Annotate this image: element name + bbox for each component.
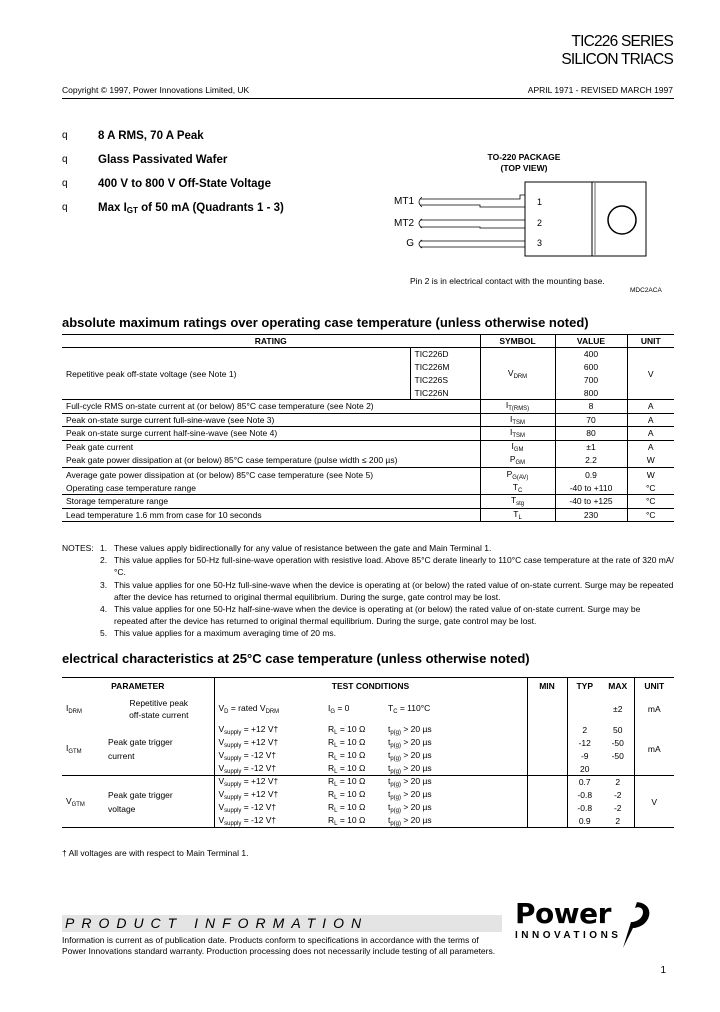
lightning-bolt-icon — [621, 900, 651, 950]
power-innovations-logo — [515, 897, 651, 950]
note-item: 4. This value applies for one 50-Hz half-sine-wave when the device is operating at (or below) the rated value of on-state current. Surge may be repeated after the device has returned to original thermal equilibrium. During the surge, gate control may be lost. — [100, 604, 641, 627]
elec-char-table — [62, 677, 674, 828]
pin-number-3: 3 — [537, 238, 543, 248]
table-row: TIC226M 600 — [62, 361, 674, 374]
package-note: Pin 2 is in electrical contact with the mounting base. — [410, 276, 605, 286]
table-row-igtm: $V_{supply} = -12$ V† $R_L = 10$ Ω $t_{p(g)} > 20$ µs -9 -50 — [62, 750, 674, 763]
table-row: Peak on-state surge current half-sine-wave (see Note 4) $I_{TSM}$ 80 A — [62, 427, 674, 441]
table-row: Lead temperature 1.6 mm from case for 10 seconds $T_L$ 230 °C — [62, 508, 674, 522]
page-number: 1 — [660, 965, 666, 976]
header-rule — [62, 98, 674, 99]
pin-label-mt1: MT1 — [394, 196, 414, 207]
pin-number-2: 2 — [537, 218, 543, 228]
bullet-icon: q — [62, 130, 68, 141]
note-item: 5. This value applies for a maximum averaging time of 20 ms. — [100, 628, 337, 639]
feature-item: q Max $I_{GT}$ of 50 mA (Quadrants 1 - 3) — [62, 202, 284, 226]
table-row: Storage temperature range $T_{stg}$ -40 to +125 °C — [62, 495, 674, 509]
logo-text-innovations: INNOVATIONS — [515, 930, 622, 941]
logo-text-power: Power — [515, 897, 611, 930]
elec-char-heading: electrical characteristics at 25°C case temperature (unless otherwise noted) — [62, 651, 530, 666]
table-header-row: PARAMETER TEST CONDITIONS MIN TYP MAX UNIT — [62, 678, 674, 694]
document-title — [561, 33, 673, 69]
title-line2: SILICON TRIACS — [561, 51, 673, 68]
table-row: Full-cycle RMS on-state current at (or below) 85°C case temperature (see Note 2) $I_{T(RMS)}$ 8 A — [62, 400, 674, 414]
table-row-idrm: $I_{DRM}$ Repetitive peak off-state current $V_D$ = rated $V_{DRM}$ $I_G = 0$ $T_C = 110^\circ C$ ±2 mA — [62, 694, 674, 724]
feature-list — [62, 130, 284, 226]
table-row-igtm: $V_{supply} = +12$ V† $R_L = 10$ Ω $t_{p(g)} > 20$ µs -12 -50 — [62, 737, 674, 750]
table-row: TIC226S 700 — [62, 374, 674, 387]
table-row-vgtm: $V_{supply} = -12$ V† $R_L = 10$ Ω $t_{p(g)} > 20$ µs -0.8 -2 — [62, 802, 674, 815]
product-information-text: Information is current as of publication date. Products conform to specifications in accordance with the terms of Power Innovations standard warranty. Production processing does not necessarily include testing of all parameters. — [62, 935, 496, 956]
table-row: Average gate power dissipation at (or below) 85°C case temperature (see Note 5) $P_{G(AV)}$ 0.9 W — [62, 467, 674, 481]
revision-date: APRIL 1971 - REVISED MARCH 1997 — [527, 85, 673, 95]
feature-item: q Glass Passivated Wafer — [62, 154, 284, 178]
note-item: NOTES: 1. These values apply bidirectionally for any value of resistance between the gate and Main Terminal 1. — [62, 543, 492, 553]
table-row: Peak on-state surge current full-sine-wave (see Note 3) $I_{TSM}$ 70 A — [62, 413, 674, 427]
bullet-icon: q — [62, 154, 68, 165]
table-row: Peak gate current $I_{GM}$ ±1 A — [62, 440, 674, 454]
note-item: 2. This value applies for 50-Hz full-sine-wave operation with resistive load. Above 85°C derate linearly to 110°C case temperature at the rate of 320 mA/°C. — [100, 555, 674, 578]
table-row: Repetitive peak off-state voltage (see Note 1) TIC226D $V_{DRM}$ 400 V — [62, 348, 674, 361]
table-row-vgtm: $V_{supply} = -12$ V† $R_L = 10$ Ω $t_{p(g)} > 20$ µs 0.9 2 — [62, 815, 674, 828]
feature-item: q 8 A RMS, 70 A Peak — [62, 130, 284, 154]
table-row: TIC226N 800 — [62, 387, 674, 400]
copyright: Copyright © 1997, Power Innovations Limited, UK — [62, 85, 250, 95]
table-row: Operating case temperature range $T_C$ -40 to +110 °C — [62, 481, 674, 495]
bullet-icon: q — [62, 202, 68, 213]
title-line1: TIC226 SERIES — [571, 33, 673, 50]
table-row-vgtm: $V_{supply} = +12$ V† $R_L = 10$ Ω $t_{p(g)} > 20$ µs -0.8 -2 — [62, 789, 674, 802]
table-row-igtm: $V_{supply} = -12$ V† $R_L = 10$ Ω $t_{p(g)} > 20$ µs 20 — [62, 763, 674, 776]
table-header-row: RATING SYMBOL VALUE UNIT — [62, 335, 674, 348]
abs-max-table — [62, 334, 674, 522]
footnote: † All voltages are with respect to Main Terminal 1. — [62, 848, 249, 858]
abs-max-heading: absolute maximum ratings over operating case temperature (unless otherwise noted) — [62, 315, 589, 330]
package-title: TO-220 PACKAGE (TOP VIEW) — [487, 152, 561, 173]
pin-label-g: G — [406, 238, 414, 249]
pin-number-1: 1 — [537, 197, 543, 207]
bullet-icon: q — [62, 178, 68, 189]
drawing-code: MDC2ACA — [630, 287, 662, 294]
table-row-igtm: $I_{GTM}$ Peak gate trigger current $V_{supply} = +12$ V† $R_L = 10$ Ω $t_{p(g)} > 20$ µs 2 50 mA — [62, 724, 674, 737]
feature-item: q 400 V to 800 V Off-State Voltage — [62, 178, 284, 202]
table-row-vgtm: $V_{GTM}$ Peak gate trigger voltage $V_{supply} = +12$ V† $R_L = 10$ Ω $t_{p(g)} > 20$ µs 0.7 2 V — [62, 776, 674, 789]
note-item: 3. This value applies for one 50-Hz full-sine-wave when the device is operating at (or below) the rated value of on-state current. Surge may be repeated after the device has returned to original thermal equilibrium. During the surge, gate control may be lost. — [100, 579, 674, 602]
to220-package-diagram — [380, 175, 680, 265]
pin-label-mt2: MT2 — [394, 218, 414, 229]
table-row: Peak gate power dissipation at (or below) 85°C case temperature (pulse width ≤ 200 µs) $P_{GM}$ 2.2 W — [62, 454, 674, 468]
product-information-banner: PRODUCT INFORMATION — [62, 915, 502, 932]
notes — [62, 542, 674, 640]
